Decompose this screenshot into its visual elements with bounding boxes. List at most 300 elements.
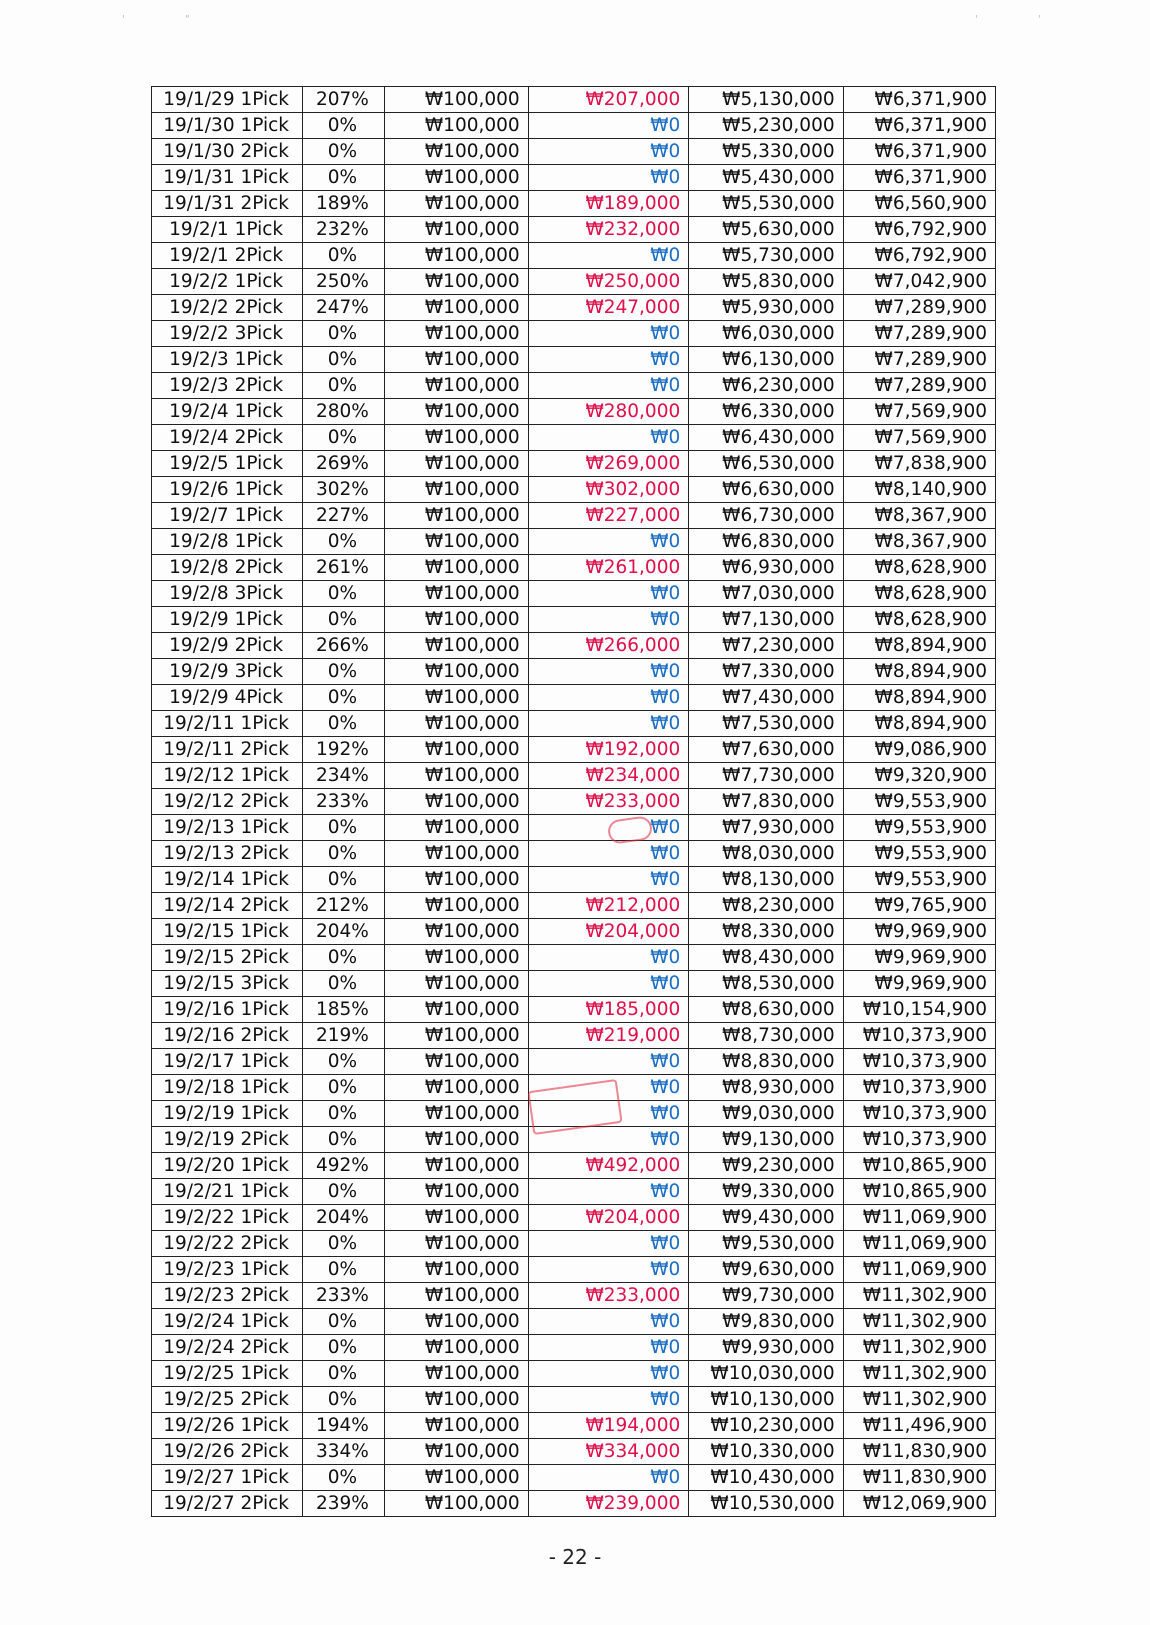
payout-cell: ₩0 (528, 841, 689, 867)
date-pick-cell: 19/2/11 1Pick (152, 711, 303, 737)
cumulative-stake-cell: ₩5,230,000 (689, 113, 843, 139)
cumulative-payout-cell: ₩7,838,900 (843, 451, 995, 477)
payout-cell: ₩0 (528, 373, 689, 399)
cumulative-payout-cell: ₩6,371,900 (843, 139, 995, 165)
table-row (152, 763, 996, 789)
cumulative-payout-cell: ₩11,069,900 (843, 1205, 995, 1231)
return-rate-cell: 0% (303, 1335, 384, 1361)
cumulative-payout-cell: ₩10,154,900 (843, 997, 995, 1023)
cumulative-stake-cell: ₩9,930,000 (689, 1335, 843, 1361)
return-rate-cell: 269% (303, 451, 384, 477)
date-pick-cell: 19/2/24 2Pick (152, 1335, 303, 1361)
payout-cell: ₩194,000 (528, 1413, 689, 1439)
table-row (152, 399, 996, 425)
date-pick-cell: 19/2/25 2Pick (152, 1387, 303, 1413)
cumulative-payout-cell: ₩12,069,900 (843, 1491, 995, 1517)
return-rate-cell: 0% (303, 347, 384, 373)
date-pick-cell: 19/2/17 1Pick (152, 1049, 303, 1075)
cumulative-payout-cell: ₩7,569,900 (843, 399, 995, 425)
betting-ledger-table (151, 86, 996, 1517)
cumulative-stake-cell: ₩7,230,000 (689, 633, 843, 659)
cumulative-payout-cell: ₩6,792,900 (843, 243, 995, 269)
date-pick-cell: 19/2/27 2Pick (152, 1491, 303, 1517)
table-row (152, 139, 996, 165)
table-row (152, 841, 996, 867)
cumulative-stake-cell: ₩6,230,000 (689, 373, 843, 399)
date-pick-cell: 19/1/31 2Pick (152, 191, 303, 217)
cumulative-stake-cell: ₩7,630,000 (689, 737, 843, 763)
payout-cell: ₩334,000 (528, 1439, 689, 1465)
stake-cell: ₩100,000 (384, 1361, 528, 1387)
payout-cell: ₩189,000 (528, 191, 689, 217)
stake-cell: ₩100,000 (384, 633, 528, 659)
table-row (152, 295, 996, 321)
return-rate-cell: 194% (303, 1413, 384, 1439)
cumulative-payout-cell: ₩8,894,900 (843, 711, 995, 737)
return-rate-cell: 239% (303, 1491, 384, 1517)
date-pick-cell: 19/2/26 1Pick (152, 1413, 303, 1439)
table-row (152, 165, 996, 191)
cumulative-payout-cell: ₩9,553,900 (843, 815, 995, 841)
cumulative-stake-cell: ₩9,530,000 (689, 1231, 843, 1257)
stake-cell: ₩100,000 (384, 997, 528, 1023)
payout-cell: ₩0 (528, 815, 689, 841)
table-row (152, 1491, 996, 1517)
date-pick-cell: 19/2/18 1Pick (152, 1075, 303, 1101)
date-pick-cell: 19/2/15 3Pick (152, 971, 303, 997)
stake-cell: ₩100,000 (384, 659, 528, 685)
stake-cell: ₩100,000 (384, 1127, 528, 1153)
table-row (152, 867, 996, 893)
date-pick-cell: 19/2/8 1Pick (152, 529, 303, 555)
stake-cell: ₩100,000 (384, 685, 528, 711)
return-rate-cell: 261% (303, 555, 384, 581)
cumulative-payout-cell: ₩11,302,900 (843, 1361, 995, 1387)
stake-cell: ₩100,000 (384, 373, 528, 399)
return-rate-cell: 204% (303, 1205, 384, 1231)
payout-cell: ₩0 (528, 113, 689, 139)
cumulative-stake-cell: ₩7,830,000 (689, 789, 843, 815)
return-rate-cell: 0% (303, 373, 384, 399)
payout-cell: ₩234,000 (528, 763, 689, 789)
date-pick-cell: 19/2/2 2Pick (152, 295, 303, 321)
return-rate-cell: 280% (303, 399, 384, 425)
cumulative-stake-cell: ₩10,330,000 (689, 1439, 843, 1465)
scan-marks (0, 14, 1150, 34)
payout-cell: ₩0 (528, 139, 689, 165)
cumulative-stake-cell: ₩8,030,000 (689, 841, 843, 867)
return-rate-cell: 0% (303, 685, 384, 711)
cumulative-payout-cell: ₩10,373,900 (843, 1023, 995, 1049)
return-rate-cell: 0% (303, 165, 384, 191)
payout-cell: ₩204,000 (528, 919, 689, 945)
date-pick-cell: 19/2/12 1Pick (152, 763, 303, 789)
payout-cell: ₩0 (528, 165, 689, 191)
cumulative-payout-cell: ₩6,371,900 (843, 113, 995, 139)
date-pick-cell: 19/2/14 1Pick (152, 867, 303, 893)
cumulative-stake-cell: ₩5,330,000 (689, 139, 843, 165)
table-row (152, 659, 996, 685)
table-row (152, 1465, 996, 1491)
stake-cell: ₩100,000 (384, 971, 528, 997)
return-rate-cell: 334% (303, 1439, 384, 1465)
payout-cell: ₩0 (528, 1309, 689, 1335)
payout-cell: ₩0 (528, 1127, 689, 1153)
date-pick-cell: 19/2/13 2Pick (152, 841, 303, 867)
date-pick-cell: 19/2/9 1Pick (152, 607, 303, 633)
table-row (152, 1283, 996, 1309)
cumulative-stake-cell: ₩6,030,000 (689, 321, 843, 347)
stake-cell: ₩100,000 (384, 165, 528, 191)
cumulative-payout-cell: ₩9,553,900 (843, 789, 995, 815)
scan-mark: ' (975, 14, 978, 25)
cumulative-stake-cell: ₩5,430,000 (689, 165, 843, 191)
cumulative-payout-cell: ₩10,373,900 (843, 1049, 995, 1075)
cumulative-payout-cell: ₩11,830,900 (843, 1465, 995, 1491)
payout-cell: ₩302,000 (528, 477, 689, 503)
return-rate-cell: 0% (303, 1179, 384, 1205)
return-rate-cell: 0% (303, 867, 384, 893)
stake-cell: ₩100,000 (384, 347, 528, 373)
date-pick-cell: 19/2/19 2Pick (152, 1127, 303, 1153)
cumulative-stake-cell: ₩5,530,000 (689, 191, 843, 217)
cumulative-stake-cell: ₩8,930,000 (689, 1075, 843, 1101)
payout-cell: ₩0 (528, 1257, 689, 1283)
cumulative-stake-cell: ₩6,130,000 (689, 347, 843, 373)
payout-cell: ₩0 (528, 685, 689, 711)
cumulative-stake-cell: ₩9,330,000 (689, 1179, 843, 1205)
table-row (152, 893, 996, 919)
cumulative-stake-cell: ₩6,330,000 (689, 399, 843, 425)
stake-cell: ₩100,000 (384, 1257, 528, 1283)
payout-cell: ₩207,000 (528, 87, 689, 113)
return-rate-cell: 0% (303, 1361, 384, 1387)
cumulative-payout-cell: ₩7,289,900 (843, 295, 995, 321)
date-pick-cell: 19/2/9 2Pick (152, 633, 303, 659)
cumulative-payout-cell: ₩8,628,900 (843, 581, 995, 607)
cumulative-stake-cell: ₩7,030,000 (689, 581, 843, 607)
cumulative-payout-cell: ₩9,969,900 (843, 971, 995, 997)
return-rate-cell: 0% (303, 425, 384, 451)
stake-cell: ₩100,000 (384, 1309, 528, 1335)
ledger-body (152, 87, 996, 1517)
date-pick-cell: 19/2/16 1Pick (152, 997, 303, 1023)
table-row (152, 1023, 996, 1049)
return-rate-cell: 227% (303, 503, 384, 529)
table-row (152, 87, 996, 113)
payout-cell: ₩0 (528, 425, 689, 451)
payout-cell: ₩0 (528, 945, 689, 971)
return-rate-cell: 0% (303, 659, 384, 685)
return-rate-cell: 247% (303, 295, 384, 321)
date-pick-cell: 19/2/4 2Pick (152, 425, 303, 451)
return-rate-cell: 207% (303, 87, 384, 113)
table-row (152, 633, 996, 659)
payout-cell: ₩0 (528, 659, 689, 685)
table-row (152, 997, 996, 1023)
cumulative-payout-cell: ₩10,373,900 (843, 1127, 995, 1153)
stake-cell: ₩100,000 (384, 1413, 528, 1439)
table-row (152, 191, 996, 217)
table-row (152, 425, 996, 451)
cumulative-stake-cell: ₩8,830,000 (689, 1049, 843, 1075)
return-rate-cell: 0% (303, 711, 384, 737)
date-pick-cell: 19/2/1 1Pick (152, 217, 303, 243)
return-rate-cell: 0% (303, 113, 384, 139)
stake-cell: ₩100,000 (384, 1439, 528, 1465)
payout-cell: ₩492,000 (528, 1153, 689, 1179)
stake-cell: ₩100,000 (384, 919, 528, 945)
date-pick-cell: 19/2/25 1Pick (152, 1361, 303, 1387)
return-rate-cell: 189% (303, 191, 384, 217)
cumulative-stake-cell: ₩6,630,000 (689, 477, 843, 503)
table-row (152, 243, 996, 269)
table-row (152, 1205, 996, 1231)
cumulative-stake-cell: ₩6,830,000 (689, 529, 843, 555)
stake-cell: ₩100,000 (384, 191, 528, 217)
cumulative-stake-cell: ₩9,130,000 (689, 1127, 843, 1153)
return-rate-cell: 0% (303, 1257, 384, 1283)
stake-cell: ₩100,000 (384, 1205, 528, 1231)
stake-cell: ₩100,000 (384, 1075, 528, 1101)
table-row (152, 919, 996, 945)
cumulative-stake-cell: ₩5,930,000 (689, 295, 843, 321)
scan-mark: " (185, 14, 190, 25)
table-row (152, 1335, 996, 1361)
cumulative-stake-cell: ₩7,330,000 (689, 659, 843, 685)
stake-cell: ₩100,000 (384, 815, 528, 841)
payout-cell: ₩0 (528, 1101, 689, 1127)
stake-cell: ₩100,000 (384, 581, 528, 607)
return-rate-cell: 250% (303, 269, 384, 295)
stake-cell: ₩100,000 (384, 789, 528, 815)
payout-cell: ₩239,000 (528, 1491, 689, 1517)
cumulative-payout-cell: ₩11,830,900 (843, 1439, 995, 1465)
cumulative-stake-cell: ₩9,230,000 (689, 1153, 843, 1179)
payout-cell: ₩233,000 (528, 1283, 689, 1309)
table-row (152, 451, 996, 477)
return-rate-cell: 0% (303, 1049, 384, 1075)
stake-cell: ₩100,000 (384, 841, 528, 867)
stake-cell: ₩100,000 (384, 1335, 528, 1361)
payout-cell: ₩233,000 (528, 789, 689, 815)
cumulative-payout-cell: ₩6,792,900 (843, 217, 995, 243)
cumulative-stake-cell: ₩8,330,000 (689, 919, 843, 945)
table-row (152, 217, 996, 243)
return-rate-cell: 0% (303, 1127, 384, 1153)
cumulative-payout-cell: ₩7,289,900 (843, 347, 995, 373)
cumulative-payout-cell: ₩10,865,900 (843, 1153, 995, 1179)
return-rate-cell: 0% (303, 815, 384, 841)
return-rate-cell: 0% (303, 945, 384, 971)
cumulative-payout-cell: ₩9,320,900 (843, 763, 995, 789)
table-row (152, 269, 996, 295)
table-row (152, 1439, 996, 1465)
cumulative-payout-cell: ₩6,371,900 (843, 87, 995, 113)
payout-cell: ₩0 (528, 1465, 689, 1491)
date-pick-cell: 19/2/16 2Pick (152, 1023, 303, 1049)
payout-cell: ₩0 (528, 1049, 689, 1075)
return-rate-cell: 192% (303, 737, 384, 763)
return-rate-cell: 0% (303, 581, 384, 607)
cumulative-stake-cell: ₩10,230,000 (689, 1413, 843, 1439)
stake-cell: ₩100,000 (384, 425, 528, 451)
scan-mark: ' (122, 14, 125, 25)
cumulative-payout-cell: ₩11,069,900 (843, 1257, 995, 1283)
return-rate-cell: 0% (303, 529, 384, 555)
stake-cell: ₩100,000 (384, 1101, 528, 1127)
date-pick-cell: 19/2/26 2Pick (152, 1439, 303, 1465)
table-row (152, 373, 996, 399)
date-pick-cell: 19/2/6 1Pick (152, 477, 303, 503)
date-pick-cell: 19/2/20 1Pick (152, 1153, 303, 1179)
payout-cell: ₩0 (528, 1231, 689, 1257)
date-pick-cell: 19/2/9 3Pick (152, 659, 303, 685)
payout-cell: ₩0 (528, 1179, 689, 1205)
cumulative-payout-cell: ₩11,302,900 (843, 1309, 995, 1335)
cumulative-stake-cell: ₩7,730,000 (689, 763, 843, 789)
return-rate-cell: 0% (303, 1465, 384, 1491)
payout-cell: ₩0 (528, 867, 689, 893)
cumulative-payout-cell: ₩7,569,900 (843, 425, 995, 451)
cumulative-stake-cell: ₩6,430,000 (689, 425, 843, 451)
scan-mark: ' (1038, 14, 1041, 25)
stake-cell: ₩100,000 (384, 1387, 528, 1413)
return-rate-cell: 0% (303, 841, 384, 867)
payout-cell: ₩0 (528, 581, 689, 607)
cumulative-stake-cell: ₩7,430,000 (689, 685, 843, 711)
return-rate-cell: 0% (303, 139, 384, 165)
cumulative-stake-cell: ₩5,630,000 (689, 217, 843, 243)
table-row (152, 477, 996, 503)
payout-cell: ₩0 (528, 1387, 689, 1413)
table-row (152, 1153, 996, 1179)
payout-cell: ₩269,000 (528, 451, 689, 477)
stake-cell: ₩100,000 (384, 737, 528, 763)
return-rate-cell: 232% (303, 217, 384, 243)
date-pick-cell: 19/2/12 2Pick (152, 789, 303, 815)
cumulative-stake-cell: ₩5,130,000 (689, 87, 843, 113)
table-row (152, 607, 996, 633)
stake-cell: ₩100,000 (384, 321, 528, 347)
stake-cell: ₩100,000 (384, 243, 528, 269)
return-rate-cell: 302% (303, 477, 384, 503)
stake-cell: ₩100,000 (384, 1049, 528, 1075)
stake-cell: ₩100,000 (384, 217, 528, 243)
return-rate-cell: 492% (303, 1153, 384, 1179)
table-row (152, 789, 996, 815)
table-row (152, 1127, 996, 1153)
cumulative-stake-cell: ₩5,830,000 (689, 269, 843, 295)
return-rate-cell: 233% (303, 1283, 384, 1309)
return-rate-cell: 212% (303, 893, 384, 919)
date-pick-cell: 19/2/3 2Pick (152, 373, 303, 399)
stake-cell: ₩100,000 (384, 1465, 528, 1491)
cumulative-payout-cell: ₩11,302,900 (843, 1387, 995, 1413)
table-row (152, 1361, 996, 1387)
payout-cell: ₩219,000 (528, 1023, 689, 1049)
stake-cell: ₩100,000 (384, 113, 528, 139)
date-pick-cell: 19/2/27 1Pick (152, 1465, 303, 1491)
return-rate-cell: 234% (303, 763, 384, 789)
return-rate-cell: 0% (303, 1231, 384, 1257)
date-pick-cell: 19/2/21 1Pick (152, 1179, 303, 1205)
cumulative-payout-cell: ₩9,553,900 (843, 867, 995, 893)
return-rate-cell: 0% (303, 607, 384, 633)
cumulative-payout-cell: ₩8,894,900 (843, 685, 995, 711)
cumulative-payout-cell: ₩7,042,900 (843, 269, 995, 295)
table-row (152, 1387, 996, 1413)
stake-cell: ₩100,000 (384, 87, 528, 113)
date-pick-cell: 19/2/3 1Pick (152, 347, 303, 373)
date-pick-cell: 19/2/7 1Pick (152, 503, 303, 529)
cumulative-stake-cell: ₩9,730,000 (689, 1283, 843, 1309)
cumulative-stake-cell: ₩9,030,000 (689, 1101, 843, 1127)
table-row (152, 503, 996, 529)
cumulative-payout-cell: ₩11,302,900 (843, 1335, 995, 1361)
return-rate-cell: 0% (303, 1387, 384, 1413)
table-row (152, 711, 996, 737)
payout-cell: ₩250,000 (528, 269, 689, 295)
return-rate-cell: 0% (303, 971, 384, 997)
cumulative-stake-cell: ₩8,430,000 (689, 945, 843, 971)
date-pick-cell: 19/2/13 1Pick (152, 815, 303, 841)
date-pick-cell: 19/1/31 1Pick (152, 165, 303, 191)
date-pick-cell: 19/2/11 2Pick (152, 737, 303, 763)
payout-cell: ₩0 (528, 243, 689, 269)
payout-cell: ₩185,000 (528, 997, 689, 1023)
cumulative-stake-cell: ₩10,030,000 (689, 1361, 843, 1387)
table-row (152, 737, 996, 763)
payout-cell: ₩0 (528, 971, 689, 997)
page-number: - 22 - (548, 1545, 602, 1569)
cumulative-payout-cell: ₩11,496,900 (843, 1413, 995, 1439)
stake-cell: ₩100,000 (384, 711, 528, 737)
cumulative-stake-cell: ₩8,730,000 (689, 1023, 843, 1049)
date-pick-cell: 19/2/15 2Pick (152, 945, 303, 971)
payout-cell: ₩232,000 (528, 217, 689, 243)
stake-cell: ₩100,000 (384, 503, 528, 529)
table-row (152, 1257, 996, 1283)
cumulative-payout-cell: ₩8,367,900 (843, 503, 995, 529)
table-row (152, 581, 996, 607)
return-rate-cell: 0% (303, 243, 384, 269)
cumulative-payout-cell: ₩11,069,900 (843, 1231, 995, 1257)
cumulative-payout-cell: ₩6,560,900 (843, 191, 995, 217)
payout-cell: ₩280,000 (528, 399, 689, 425)
cumulative-payout-cell: ₩9,765,900 (843, 893, 995, 919)
cumulative-stake-cell: ₩7,930,000 (689, 815, 843, 841)
cumulative-payout-cell: ₩7,289,900 (843, 373, 995, 399)
table-row (152, 1049, 996, 1075)
cumulative-stake-cell: ₩10,430,000 (689, 1465, 843, 1491)
return-rate-cell: 185% (303, 997, 384, 1023)
cumulative-stake-cell: ₩9,830,000 (689, 1309, 843, 1335)
stake-cell: ₩100,000 (384, 139, 528, 165)
table-row (152, 945, 996, 971)
table-row (152, 1231, 996, 1257)
return-rate-cell: 219% (303, 1023, 384, 1049)
date-pick-cell: 19/2/24 1Pick (152, 1309, 303, 1335)
payout-cell: ₩227,000 (528, 503, 689, 529)
table-row (152, 971, 996, 997)
return-rate-cell: 0% (303, 1101, 384, 1127)
table-row (152, 321, 996, 347)
date-pick-cell: 19/2/1 2Pick (152, 243, 303, 269)
cumulative-payout-cell: ₩8,628,900 (843, 607, 995, 633)
stake-cell: ₩100,000 (384, 1023, 528, 1049)
payout-cell: ₩266,000 (528, 633, 689, 659)
